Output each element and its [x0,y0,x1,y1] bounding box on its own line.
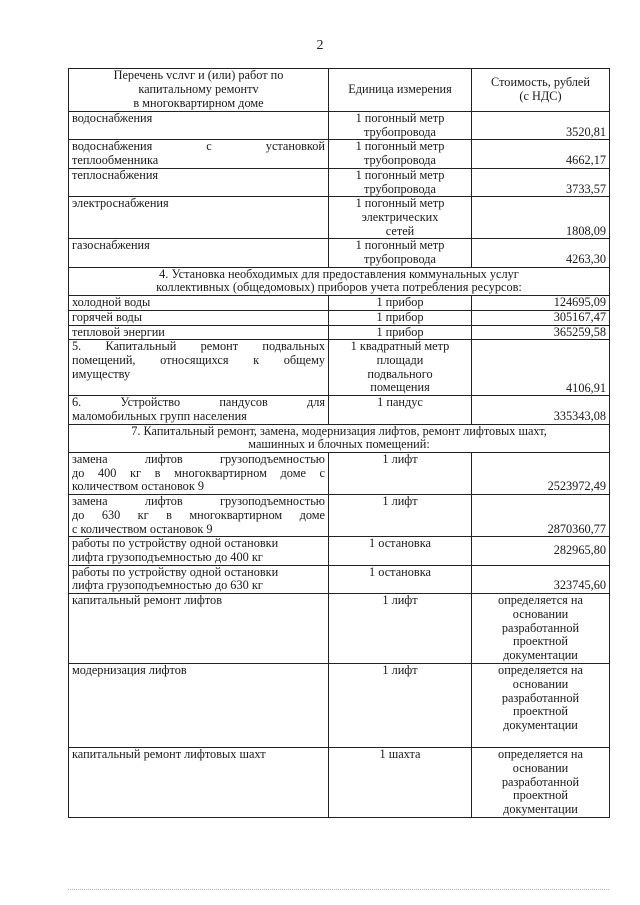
cost-value: разработанной [501,620,580,635]
unit-cell [329,140,472,168]
section-heading-line: 4. Установка необходимых для предоставления коммунальных услуг [159,267,519,281]
work-name-line: электроснабжения [72,196,169,211]
work-name-cell [69,396,329,424]
cost-value: 124695,09 [553,295,606,310]
section-heading [69,267,610,295]
unit-line: 1 погонный метр [355,238,445,253]
unit-cell [329,594,472,664]
unit-line: 1 лифт [382,593,418,608]
header-line: Стоимость, рублей [491,75,590,90]
unit-line: 1 лифт [382,663,418,678]
cost-value: документации [503,801,578,816]
section-heading-line: коллективных (общедомовых) приборов учета потребления ресурсов: [156,280,522,295]
unit-cell [329,296,472,311]
unit-line: 1 прибор [376,310,424,324]
table-header [69,69,610,112]
cost-cell [472,239,610,267]
cost-cell [472,748,610,818]
cost-cell [472,453,610,495]
unit-cell [329,664,472,748]
work-name-cell [69,537,329,565]
cost-cell [472,565,610,593]
table-row [69,495,610,537]
cost-value: основании [512,760,569,775]
work-name-line: водоснабжения с установкой [72,139,325,154]
table-row [69,296,610,311]
unit-line: трубопровода [363,124,436,139]
table-body [69,112,610,818]
work-name-line: 5. Капитальный ремонт подвальных [72,339,325,354]
work-name-line: теплоснабжения [72,168,159,182]
cost-value: разработанной [501,690,580,705]
unit-line: 1 квадратный метр [350,339,450,354]
unit-line: 1 лифт [382,494,418,509]
work-name-line: помещений, относящихся к общему [72,352,325,367]
table-row [69,340,610,396]
cost-value: 1808,09 [566,223,606,238]
header-line: капитальному ремонтv [138,82,259,97]
header-line: Единица измерения [348,82,452,97]
footer-divider [68,889,609,892]
unit-cell [329,197,472,239]
cost-cell [472,664,610,748]
work-name-cell [69,340,329,396]
work-name-cell [69,748,329,818]
work-name-line: количеством остановок 9 [72,479,205,494]
table-row [69,239,610,267]
cost-value: 2870360,77 [547,521,606,536]
table-row [69,325,610,340]
work-name-line: лифта грузоподъемностью до 400 кг [72,549,263,564]
cost-value: 3520,81 [566,124,606,139]
cost-value: проектной [513,788,568,803]
section-heading-row [69,267,610,295]
work-name-cell [69,565,329,593]
cost-value: 2523972,49 [547,479,606,494]
unit-line: 1 остановка [369,536,431,551]
unit-cell [329,340,472,396]
work-name-cell [69,594,329,664]
unit-line: 1 погонный метр [355,168,445,182]
work-name-line: с количеством остановок 9 [72,521,213,536]
unit-line: трубопровода [363,181,436,196]
work-name-line: лифта грузоподъемностью до 630 кг [72,578,263,593]
cost-cell [472,112,610,140]
table-row [69,168,610,196]
cost-value: 282965,80 [553,543,606,558]
work-name-cell [69,197,329,239]
work-name-cell [69,310,329,325]
unit-cell [329,239,472,267]
unit-cell [329,168,472,196]
table-row [69,453,610,495]
cost-value: определяется на [498,747,583,762]
table-row [69,537,610,565]
table-row [69,197,610,239]
work-name-line: теплообменника [72,153,159,168]
unit-line: 1 прибор [376,325,424,339]
header-line: (с НДС) [519,89,562,103]
cost-table [68,68,610,818]
unit-cell [329,565,472,593]
section-heading-line: машинных и блочных помещений: [248,437,430,452]
section-heading-row [69,424,610,452]
work-name-line: модернизация лифтов [72,663,187,678]
unit-line: 1 шахта [379,747,421,762]
work-name-cell [69,140,329,168]
cost-cell [472,396,610,424]
cost-value: проектной [513,704,568,719]
unit-line: площади [376,352,424,367]
work-name-line: 6. Устройство пандусов для [72,395,325,410]
cost-cell [472,325,610,340]
cost-value: документации [503,647,578,662]
cost-cell [472,310,610,325]
work-name-cell [69,495,329,537]
unit-cell [329,537,472,565]
cost-value: определяется на [498,663,583,678]
table-row [69,310,610,325]
page-number: 2 [316,38,324,53]
table-row [69,565,610,593]
table-row [69,396,610,424]
unit-line: электрических [361,209,439,224]
cost-value: 4263,30 [566,252,606,267]
unit-line: трубопровода [363,252,436,267]
cost-value: разработанной [501,774,580,789]
work-name-line: имуществу [72,366,131,381]
work-name-line: водоснабжения [72,111,153,125]
cost-value: 335343,08 [553,408,606,423]
work-name-line: маломобильных групп населения [72,408,247,423]
cost-cell [472,594,610,664]
unit-line: 1 остановка [369,565,431,579]
cost-value: 323745,60 [553,578,606,593]
cost-cell [472,168,610,196]
unit-cell [329,748,472,818]
unit-line: помещения [370,380,430,395]
cost-value: 4662,17 [566,153,606,168]
work-name-cell [69,239,329,267]
header-cost [472,69,610,112]
table-row [69,748,610,818]
header-row [69,69,610,112]
work-name-cell [69,664,329,748]
cost-value: основании [512,606,569,621]
work-name-line: работы по устройству одной остановки [72,565,279,579]
cost-value: определяется на [498,593,583,608]
cost-value: 305167,47 [553,310,606,324]
unit-line: 1 лифт [382,452,418,467]
table-row [69,112,610,140]
cost-cell [472,537,610,565]
unit-line: 1 погонный метр [355,111,445,125]
unit-cell [329,112,472,140]
work-name-cell [69,112,329,140]
table-row [69,664,610,748]
unit-line: 1 погонный метр [355,139,445,154]
unit-cell [329,495,472,537]
cost-value: 4106,91 [566,380,606,395]
work-name-line: замена лифтов грузоподъемностью [72,494,325,509]
cost-cell [472,340,610,396]
work-name-cell [69,325,329,340]
work-name-line: капитальный ремонт лифтовых шахт [72,747,266,762]
unit-line: подвального [367,366,433,381]
work-name-line: до 630 кг в многоквартирном доме [72,507,325,522]
cost-value: основании [512,676,569,691]
header-line: в многоквартирном доме [133,95,264,110]
cost-value: 3733,57 [566,181,606,196]
work-name-cell [69,453,329,495]
header-line: Перечень vcлvг и (или) работ по [113,68,284,83]
work-name-line: горячей воды [72,310,143,324]
unit-cell [329,310,472,325]
unit-line: 1 пандус [377,395,423,410]
cost-value: документации [503,717,578,732]
cost-cell [472,296,610,311]
unit-line: трубопровода [363,153,436,168]
unit-cell [329,396,472,424]
section-heading [69,424,610,452]
work-name-line: тепловой энергии [72,325,165,339]
work-name-line: холодной воды [72,295,151,310]
unit-line: сетей [385,223,415,238]
cost-cell [472,197,610,239]
work-name-cell [69,168,329,196]
unit-cell [329,325,472,340]
work-name-line: капитальный ремонт лифтов [72,593,222,608]
unit-line: 1 погонный метр [355,196,445,211]
unit-cell [329,453,472,495]
cost-cell [472,140,610,168]
cost-value: 365259,58 [553,325,606,339]
work-name-line: замена лифтов грузоподъемностью [72,452,325,467]
cost-cell [472,495,610,537]
work-name-line: работы по устройству одной остановки [72,536,279,551]
work-name-cell [69,296,329,311]
header-unit [329,69,472,112]
table-row [69,594,610,664]
table-row [69,140,610,168]
cost-value: проектной [513,634,568,649]
header-works [69,69,329,112]
unit-line: 1 прибор [376,295,424,310]
work-name-line: до 400 кг в многоквартирном доме с [72,465,325,480]
section-heading-line: 7. Капитальный ремонт, замена, модернизация лифтов, ремонт лифтовых шахт, [131,424,547,438]
work-name-line: газоснабжения [72,238,150,253]
